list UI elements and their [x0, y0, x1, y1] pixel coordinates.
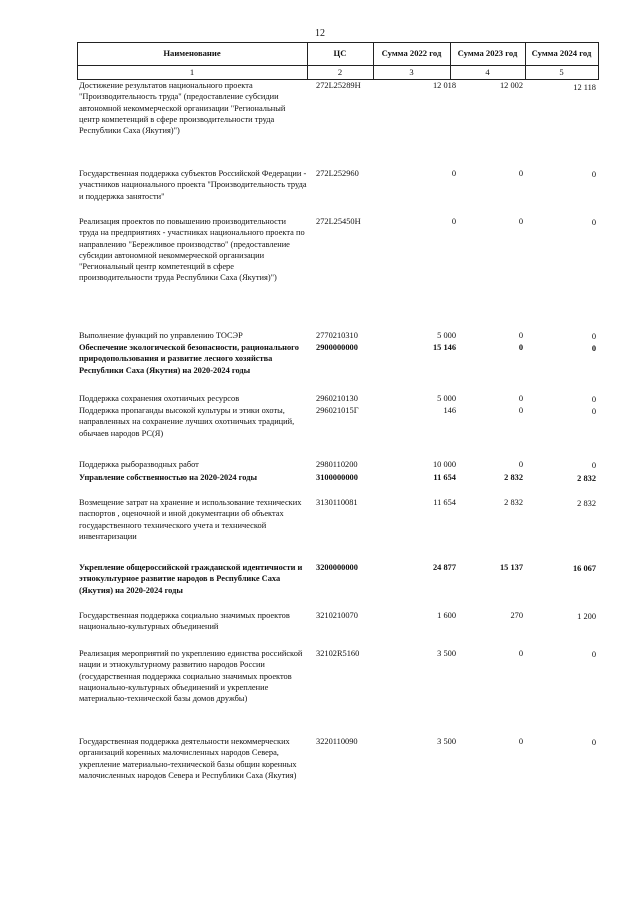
row-sum-2024: 0: [591, 738, 596, 747]
col-number-5: 5: [559, 67, 564, 77]
row-sum-2023: 0: [518, 406, 523, 415]
row-sum-2024: 0: [591, 395, 596, 404]
row-sum-2023: 0: [518, 217, 523, 226]
table-header: [77, 42, 599, 80]
header-sum-2023: Сумма 2023 год: [457, 48, 518, 58]
row-sum-2024: 0: [591, 332, 596, 341]
row-sum-2022: 1 600: [437, 611, 456, 620]
col-number-3: 3: [409, 67, 414, 77]
row-sum-2022: 3 500: [437, 649, 456, 658]
row-sum-2022: 11 654: [433, 498, 456, 507]
row-sum-2022: 0: [451, 169, 456, 178]
row-sum-2022: 24 877: [432, 563, 456, 572]
row-sum-2023: 15 137: [499, 563, 523, 572]
row-code: 32102R5160: [316, 649, 360, 658]
header-mid-border: [77, 65, 599, 66]
row-sum-2022: 146: [443, 406, 456, 415]
row-sum-2023: 0: [518, 737, 523, 746]
row-code: 272L25289Н: [316, 81, 361, 90]
page-number: 12: [315, 28, 325, 39]
row-sum-2022: 3 500: [437, 737, 456, 746]
header-name: Наименование: [163, 48, 221, 58]
row-name: Управление собственностью на 2020-2024 годы: [79, 473, 257, 482]
col-number-4: 4: [485, 67, 490, 77]
row-code: 3130110081: [316, 498, 358, 507]
row-sum-2023: 2 832: [504, 473, 523, 482]
row-sum-2023: 0: [518, 394, 523, 403]
row-code: 3200000000: [316, 563, 358, 572]
row-code: 272L25450Н: [316, 217, 361, 226]
row-sum-2024: 0: [591, 407, 596, 416]
row-name: Государственная поддержка деятельности некоммерческих организаций коренных малочисленных народов Севера, укрепление материально-технической базы общин коренных малочисленных народов Севера и Республики Саха (Якутия): [79, 737, 297, 780]
row-sum-2022: 10 000: [432, 460, 456, 469]
row-name: Выполнение функций по управлению ТОСЭР: [79, 331, 243, 340]
row-code: 3220110090: [316, 737, 358, 746]
row-sum-2023: 0: [518, 649, 523, 658]
row-code: 296021015Г: [316, 406, 359, 415]
row-name: Поддержка рыборазводных работ: [79, 460, 199, 469]
row-code: 3210210070: [316, 611, 358, 620]
row-sum-2024: 0: [591, 218, 596, 227]
row-sum-2023: 0: [518, 331, 523, 340]
row-name: Реализация проектов по повышению производительности труда на предприятиях - участниках национального проекта по направлению "Бережливое производство" (предоставление субсидии автономной некоммерческой организации "Региональный центр компетенций в сфере производительности труда Республики Саха (Якутия)"): [79, 217, 305, 283]
row-name: Реализация мероприятий по укреплению единства российской нации и этнокультурному развитию народов России (государственная поддержка социально значимых проектов национально-культурных объединений и укрепление материально-технической базы домов дружбы): [79, 649, 303, 704]
row-code: 3100000000: [316, 473, 358, 482]
row-sum-2023: 0: [518, 343, 523, 352]
row-sum-2022: 11 654: [433, 473, 456, 482]
row-code: 2900000000: [316, 343, 358, 352]
row-sum-2024: 0: [591, 170, 596, 179]
row-name: Укрепление общероссийской гражданской идентичности и этнокультурное развитие народов в Республике Саха (Якутия) на 2020-2024 годы: [79, 563, 303, 595]
row-name: Возмещение затрат на хранение и использование технических паспортов , оценочной и иной документации об объектах государственного технического учета и технической инвентаризации: [79, 498, 302, 541]
header-top-border: [77, 42, 599, 43]
row-sum-2024: 12 118: [573, 83, 596, 92]
row-sum-2023: 0: [518, 460, 523, 469]
row-name: Достижение результатов национального проекта "Производительность труда" (предоставление субсидии автономной некоммерческой организации "Региональный центр компетенций в сфере производительности труда Республики Саха (Якутия)"): [79, 81, 286, 136]
row-sum-2022: 15 146: [432, 343, 456, 352]
row-sum-2024: 16 067: [572, 564, 596, 573]
col-number-1: 1: [189, 67, 195, 77]
row-sum-2024: 0: [591, 461, 596, 470]
row-sum-2024: 2 832: [577, 474, 596, 483]
col-divider: [598, 42, 599, 80]
row-sum-2022: 5 000: [437, 331, 456, 340]
row-name: Государственная поддержка социально значимых проектов национально-культурных объединений: [79, 611, 290, 632]
row-sum-2024: 0: [591, 344, 596, 353]
row-sum-2023: 0: [518, 169, 523, 178]
row-name: Поддержка сохранения охотничьих ресурсов: [79, 394, 240, 403]
row-name: Поддержка пропаганды высокой культуры и этики охоты, направленных на сохранение лучших охотничьих традиций, обычаев народов РС(Я): [79, 406, 295, 438]
row-code: 272L252960: [316, 169, 359, 178]
header-sum-2024: Сумма 2024 год: [531, 48, 592, 58]
row-sum-2023: 2 832: [504, 498, 523, 507]
row-code: 2960210130: [316, 394, 358, 403]
row-sum-2023: 12 002: [499, 81, 523, 90]
row-sum-2022: 5 000: [437, 394, 456, 403]
row-sum-2024: 1 200: [577, 612, 596, 621]
row-code: 2770210310: [316, 331, 358, 340]
row-sum-2022: 12 018: [432, 81, 456, 90]
header-cs: ЦС: [333, 48, 347, 58]
row-code: 2980110200: [316, 460, 358, 469]
row-name: Обеспечение экологической безопасности, рационального природопользования и развитие лесного хозяйства Республики Саха (Якутия) на 2020-2024 годы: [79, 343, 299, 375]
col-number-2: 2: [337, 67, 343, 77]
row-sum-2023: 270: [510, 611, 523, 620]
row-sum-2022: 0: [451, 217, 456, 226]
row-sum-2024: 2 832: [577, 499, 596, 508]
header-sum-2022: Сумма 2022 год: [381, 48, 442, 58]
row-name: Государственная поддержка субъектов Российской Федерации - участников национального проекта "Производительность труда и поддержка занятости": [79, 169, 307, 201]
row-sum-2024: 0: [591, 650, 596, 659]
